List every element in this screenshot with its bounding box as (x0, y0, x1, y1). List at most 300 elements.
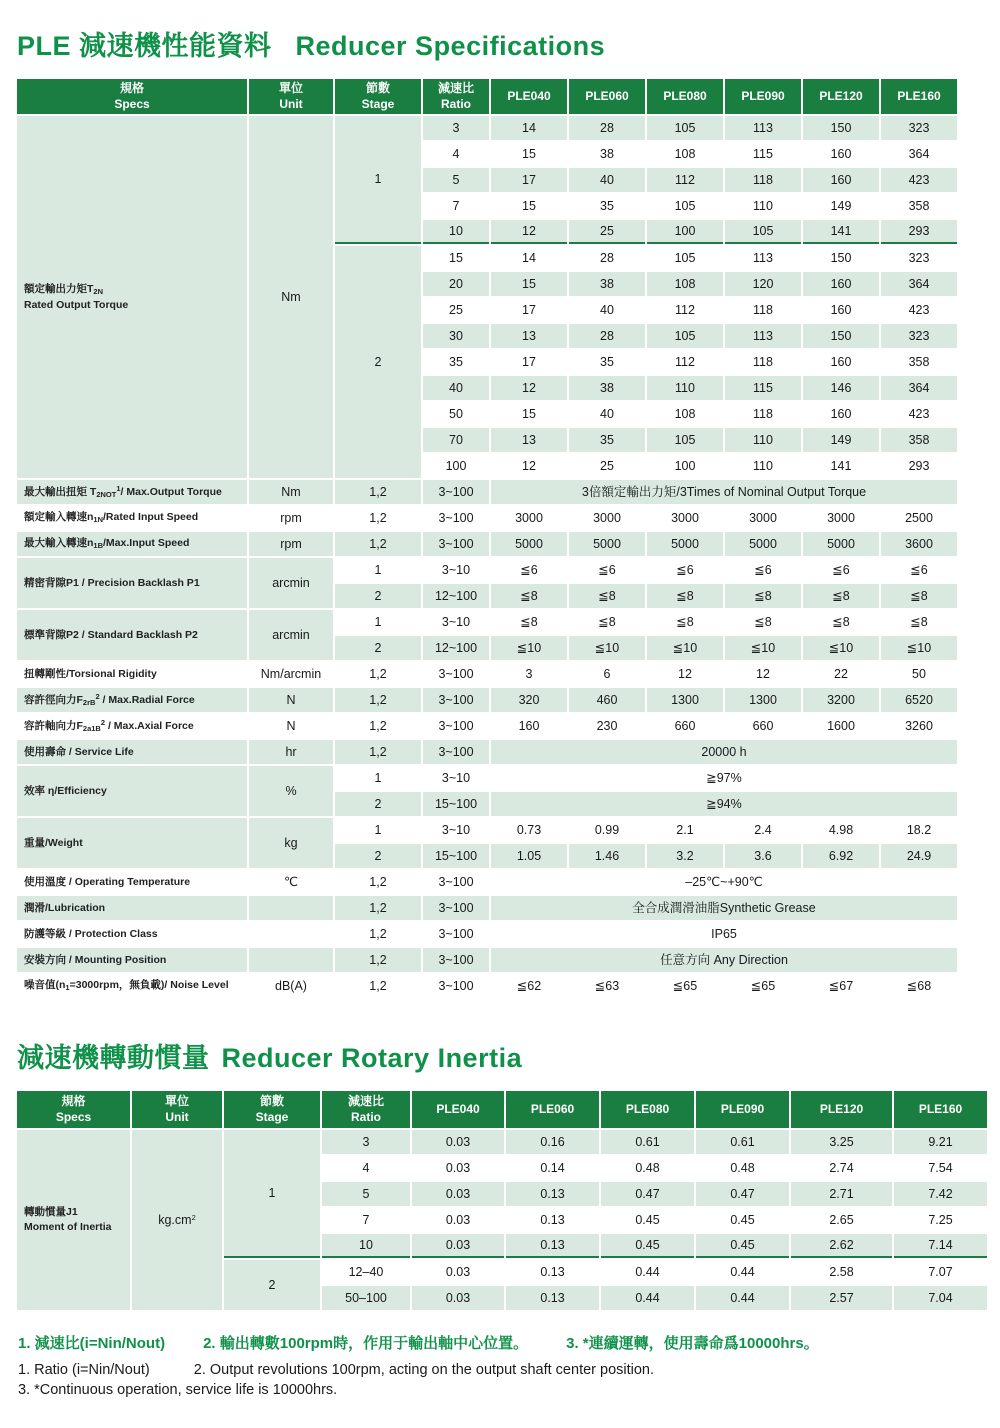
rotary-inertia-table (15, 1089, 989, 1312)
ratio: 3~100 (438, 511, 474, 525)
value-cell: ≦10 (881, 636, 957, 660)
value-cell: 28 (569, 324, 645, 348)
inertia-table-header (17, 1091, 987, 1128)
unit: rpm (280, 511, 302, 525)
value-cell: ≦10 (647, 636, 723, 660)
value-cell: 0.48 (730, 1161, 755, 1175)
value-cell: 460 (569, 688, 645, 712)
value-cell: 0.14 (540, 1161, 565, 1175)
value-cell: 323 (908, 251, 930, 265)
value-cell: ≦8 (832, 615, 850, 629)
value-cell: ≦68 (906, 979, 932, 993)
value-cell: 108 (674, 407, 696, 421)
value-cell: 364 (908, 147, 930, 161)
table-row (17, 610, 957, 634)
value-cell: 14 (522, 251, 536, 265)
value-cell: 17 (522, 303, 536, 317)
unit: N (249, 688, 333, 712)
value-cell: 2.74 (829, 1161, 854, 1175)
value-cell: 0.47 (696, 1182, 789, 1206)
spec-label: 扭轉剛性/Torsional Rigidity (24, 667, 157, 680)
value-cell: 0.48 (635, 1161, 660, 1175)
ratio: 20 (423, 272, 489, 296)
value-cell: 22 (834, 667, 848, 681)
stage: 1,2 (335, 532, 421, 556)
column-header-unit: 單位 Unit (249, 79, 333, 114)
table-row (17, 532, 957, 556)
table-row (17, 974, 957, 998)
stage: 1 (374, 615, 382, 629)
value-cell: 1300 (725, 688, 801, 712)
unit: % (249, 766, 333, 816)
value-cell: 15 (522, 199, 536, 213)
value-cell: 12 (491, 376, 567, 400)
value-cell: 0.13 (506, 1234, 599, 1258)
ratio: 70 (423, 428, 489, 452)
value-cell: 0.45 (601, 1234, 694, 1258)
stage: 1,2 (335, 688, 421, 712)
value-cell: 113 (725, 324, 801, 348)
value-cell: 160 (803, 168, 879, 192)
ratio: 4 (362, 1161, 370, 1175)
value-cell: 0.03 (412, 1130, 504, 1154)
ratio: 3 (322, 1130, 410, 1154)
value-cell: ≦65 (750, 979, 776, 993)
value-cell: 任意方向 Any Direction (491, 948, 957, 972)
value-cell: 14 (491, 116, 567, 140)
stage: 1,2 (335, 896, 421, 920)
stage: 1 (224, 1130, 320, 1258)
stage: 2 (335, 844, 421, 868)
table-row (17, 1130, 987, 1154)
ratio: 50 (449, 407, 463, 421)
value-cell: 323 (881, 324, 957, 348)
value-cell: 0.03 (412, 1286, 504, 1310)
footnote-zh-1: 1. 減速比(i=Nin/Nout) (18, 1335, 166, 1353)
ratio: 12–40 (348, 1265, 384, 1279)
value-cell: 160 (830, 147, 852, 161)
unit: $kg.cm^2$ (132, 1130, 222, 1310)
stage: 1,2 (335, 740, 421, 764)
value-cell: 3000 (593, 511, 621, 525)
inertia-header-row (17, 1091, 987, 1128)
value-cell: 2.62 (791, 1234, 892, 1258)
stage: 1 (374, 563, 382, 577)
footnote-en-1: 1. Ratio (i=Nin/Nout) (18, 1362, 150, 1379)
value-cell: ≦8 (803, 584, 879, 608)
value-cell: 112 (675, 355, 695, 369)
value-cell: 35 (600, 199, 614, 213)
value-cell: 4.98 (828, 823, 854, 837)
value-cell: 5000 (803, 532, 879, 556)
ratio: 3~100 (423, 688, 489, 712)
value-cell: 0.13 (506, 1286, 599, 1310)
column-header-ratio: 減速比 Ratio (322, 1091, 410, 1128)
value-cell: 2.1 (676, 823, 694, 837)
value-cell: 358 (881, 428, 957, 452)
value-cell: 0.45 (635, 1213, 660, 1227)
spec-label: 防護等級 / Protection Class (24, 927, 158, 940)
value-cell: 0.45 (730, 1213, 755, 1227)
value-cell: 25 (569, 220, 645, 244)
value-cell: 12 (756, 667, 770, 681)
unit: hr (249, 740, 333, 764)
spec-label: 安裝方向 / Mounting Position (17, 948, 247, 972)
ratio: 10 (322, 1234, 410, 1258)
unit: Nm/arcmin (260, 667, 322, 681)
value-cell: 113 (753, 251, 773, 265)
value-cell: ≦8 (754, 615, 772, 629)
value-cell: 7.07 (928, 1265, 953, 1279)
value-cell: 141 (803, 220, 879, 244)
table-row (17, 116, 957, 140)
value-cell: 293 (908, 459, 930, 473)
footnote-en-3: 3. *Continuous operation, service life is 10000hrs. (18, 1382, 338, 1399)
value-cell: 7.25 (928, 1213, 953, 1227)
value-cell: 28 (600, 251, 614, 265)
value-cell: 0.03 (445, 1265, 471, 1279)
title-inertia-en: Reducer Rotary Inertia (221, 1043, 523, 1074)
ratio: 15 (449, 251, 463, 265)
inertia-table-body (17, 1130, 987, 1310)
value-cell: 1300 (647, 688, 723, 712)
value-cell: 1.05 (491, 844, 567, 868)
ratio: 12~100 (423, 584, 489, 608)
value-cell: 3.25 (791, 1130, 892, 1154)
value-cell: 0.13 (540, 1265, 565, 1279)
value-cell: 1.46 (569, 844, 645, 868)
value-cell: 660 (752, 719, 774, 733)
value-cell: 7.04 (894, 1286, 987, 1310)
column-header-ple120: PLE120 (791, 1091, 892, 1128)
unit: Nm (249, 480, 333, 504)
value-cell: 105 (725, 220, 801, 244)
ratio: 3~100 (423, 740, 489, 764)
column-header-specs: 規格 Specs (17, 79, 247, 114)
value-cell: 149 (830, 199, 852, 213)
spec-label: 效率 η/Efficiency (17, 766, 247, 816)
value-cell: 3000 (671, 511, 699, 525)
value-cell: 0.44 (635, 1265, 660, 1279)
value-cell: 112 (647, 168, 723, 192)
value-cell: 2.57 (791, 1286, 892, 1310)
value-cell: –25℃~+90℃ (685, 875, 763, 889)
value-cell: 7.14 (894, 1234, 987, 1258)
title-specs-zh: PLE 減速機性能資料 (17, 31, 272, 61)
ratio: 12~100 (423, 636, 489, 660)
value-cell: 364 (881, 272, 957, 296)
ratio: 3~100 (423, 948, 489, 972)
value-cell: 40 (600, 407, 614, 421)
value-cell: 17 (522, 355, 536, 369)
value-cell: 293 (881, 220, 957, 244)
ratio: 3~100 (438, 979, 474, 993)
value-cell: 3.2 (647, 844, 723, 868)
value-cell: 5000 (725, 532, 801, 556)
value-cell: 0.13 (540, 1213, 565, 1227)
ratio: 3~100 (438, 927, 474, 941)
spec-label: 最大輸入轉速$n_{1B}/Max.Input$ Speed (17, 532, 247, 556)
unit: rpm (249, 532, 333, 556)
column-header-ple160: PLE160 (894, 1091, 987, 1128)
value-cell: 0.13 (506, 1182, 599, 1206)
spec-label: 使用壽命 / Service Life (17, 740, 247, 764)
ratio: 3~100 (423, 480, 489, 504)
column-header-ple060: PLE060 (569, 79, 645, 114)
ratio: 3~10 (441, 771, 471, 785)
value-cell: 110 (647, 376, 723, 400)
value-cell: 118 (753, 355, 773, 369)
spec-label: 標準背隙P2 / Standard Backlash P2 (17, 610, 247, 660)
value-cell: 35 (569, 428, 645, 452)
ratio: 3~10 (441, 615, 471, 629)
value-cell: 115 (753, 147, 773, 161)
value-cell: 160 (830, 355, 852, 369)
column-header-ple040: PLE040 (491, 79, 567, 114)
stage: 1,2 (335, 948, 421, 972)
value-cell: 13 (491, 428, 567, 452)
value-cell: 105 (674, 199, 696, 213)
ratio: 50–100 (322, 1286, 410, 1310)
value-cell: 5000 (569, 532, 645, 556)
stage: 1 (374, 771, 382, 785)
ratio: 3~100 (423, 896, 489, 920)
value-cell: 105 (674, 251, 696, 265)
footnote-line-en-1 (18, 1362, 980, 1378)
column-header-ple080: PLE080 (601, 1091, 694, 1128)
ratio: 3~10 (441, 563, 471, 577)
spec-table-header (17, 79, 957, 114)
value-cell: 全合成潤滑油脂Synthetic Grease (491, 896, 957, 920)
value-cell: 6520 (881, 688, 957, 712)
column-header-ratio: 減速比 Ratio (423, 79, 489, 114)
value-cell: 3260 (905, 719, 933, 733)
ratio: 10 (423, 220, 489, 244)
table-row (17, 714, 957, 738)
value-cell: 20000 h (491, 740, 957, 764)
value-cell: 0.03 (445, 1161, 471, 1175)
value-cell: 9.21 (894, 1130, 987, 1154)
value-cell: 35 (600, 355, 614, 369)
value-cell: 118 (753, 303, 773, 317)
footnote-line-zh (18, 1332, 980, 1353)
column-header-ple060: PLE060 (506, 1091, 599, 1128)
value-cell: 0.61 (696, 1130, 789, 1154)
spec-header-row (17, 79, 957, 114)
table-row (17, 480, 957, 504)
value-cell: 40 (569, 168, 645, 192)
value-cell: ≦6 (520, 563, 538, 577)
value-cell: 105 (647, 116, 723, 140)
value-cell: 150 (830, 251, 852, 265)
spec-table-body (17, 116, 957, 998)
value-cell: 15 (522, 147, 536, 161)
value-cell: ≦8 (676, 615, 694, 629)
value-cell: 230 (596, 719, 618, 733)
value-cell: ≦10 (491, 636, 567, 660)
value-cell: 2.58 (829, 1265, 854, 1279)
value-cell: 141 (830, 459, 852, 473)
unit: N (286, 719, 296, 733)
unit: dB(A) (275, 979, 307, 993)
stage: 1,2 (335, 480, 421, 504)
value-cell: 0.73 (516, 823, 542, 837)
column-header-stage: 節數 Stage (224, 1091, 320, 1128)
unit: Nm (249, 116, 333, 478)
unit (249, 922, 333, 946)
ratio: 30 (423, 324, 489, 348)
stage: 1,2 (369, 719, 387, 733)
column-header-unit: 單位 Unit (132, 1091, 222, 1128)
value-cell: 25 (600, 459, 614, 473)
value-cell: 100 (674, 459, 696, 473)
value-cell: 7.42 (894, 1182, 987, 1206)
ratio: 40 (423, 376, 489, 400)
table-row (17, 870, 957, 894)
value-cell: 320 (491, 688, 567, 712)
value-cell: 423 (908, 407, 930, 421)
value-cell: 38 (600, 147, 614, 161)
value-cell: 160 (518, 719, 540, 733)
value-cell: 3000 (749, 511, 777, 525)
value-cell: ≦10 (803, 636, 879, 660)
value-cell: 0.99 (594, 823, 620, 837)
value-cell: ≦6 (910, 563, 928, 577)
value-cell: ≦8 (881, 584, 957, 608)
value-cell: 24.9 (881, 844, 957, 868)
value-cell: 38 (569, 376, 645, 400)
value-cell: 3倍額定輸出力矩/3Times of Nominal Output Torque (491, 480, 957, 504)
spec-label: 精密背隙P1 / Precision Backlash P1 (17, 558, 247, 608)
stage: 1 (374, 823, 382, 837)
ratio: 25 (449, 303, 463, 317)
value-cell: 110 (753, 459, 773, 473)
value-cell: ≦6 (598, 563, 616, 577)
spec-label: 噪音值($n_1=3000rpm$，無負載)/ Noise Level (24, 979, 229, 993)
value-cell: 50 (912, 667, 926, 681)
spec-label: 轉動慣量J1 Moment of Inertia (17, 1130, 130, 1310)
ratio: 7 (362, 1213, 370, 1227)
ratio: 3 (423, 116, 489, 140)
unit: ℃ (283, 875, 299, 889)
value-cell: 660 (674, 719, 696, 733)
table-row (17, 662, 957, 686)
footnote-zh-2: 2. 輸出轉數100rpm時，作用于輸出軸中心位置。 (203, 1335, 529, 1353)
value-cell: 0.47 (601, 1182, 694, 1206)
ratio: 3~100 (438, 719, 474, 733)
page-title-rotary-inertia (17, 1036, 980, 1075)
table-row (17, 688, 957, 712)
value-cell: 7.54 (928, 1161, 953, 1175)
value-cell: ≦62 (516, 979, 542, 993)
stage: 1,2 (369, 979, 387, 993)
spec-label: 最大輸出扭矩 $T_{2NOT}^1/$ Max.Output Torque (17, 480, 247, 504)
value-cell: 0.03 (445, 1213, 471, 1227)
value-cell: ≦8 (520, 615, 538, 629)
value-cell: ≦10 (725, 636, 801, 660)
ratio: 100 (445, 459, 467, 473)
value-cell: 108 (674, 147, 696, 161)
value-cell: 323 (881, 116, 957, 140)
value-cell: 40 (600, 303, 614, 317)
value-cell: 105 (647, 324, 723, 348)
value-cell: 0.16 (506, 1130, 599, 1154)
value-cell: 108 (647, 272, 723, 296)
value-cell: 423 (881, 168, 957, 192)
unit: kg (249, 818, 333, 868)
value-cell: 3000 (827, 511, 855, 525)
value-cell: 160 (830, 303, 852, 317)
spec-label: 重量/Weight (17, 818, 247, 868)
stage: 2 (335, 792, 421, 816)
ratio: 3~10 (441, 823, 471, 837)
value-cell: 120 (725, 272, 801, 296)
footnote-zh-3: 3. *連續運轉，使用壽命爲10000hrs。 (566, 1335, 819, 1353)
column-header-ple090: PLE090 (696, 1091, 789, 1128)
value-cell: 5000 (647, 532, 723, 556)
value-cell: ≧97% (706, 771, 742, 785)
value-cell: ≦63 (594, 979, 620, 993)
value-cell: 358 (908, 355, 930, 369)
reducer-specifications-table (15, 77, 959, 1000)
value-cell: 17 (491, 168, 567, 192)
value-cell: 12 (522, 459, 536, 473)
value-cell: 28 (569, 116, 645, 140)
value-cell: ≦6 (676, 563, 694, 577)
value-cell: 6.92 (803, 844, 879, 868)
column-header-stage: 節數 Stage (335, 79, 421, 114)
value-cell: 115 (725, 376, 801, 400)
value-cell: ≦8 (598, 615, 616, 629)
ratio: 3~100 (423, 532, 489, 556)
value-cell: ≧94% (491, 792, 957, 816)
column-header-ple160: PLE160 (881, 79, 957, 114)
column-header-ple090: PLE090 (725, 79, 801, 114)
value-cell: 146 (803, 376, 879, 400)
value-cell: ≦65 (672, 979, 698, 993)
stage: 2 (335, 584, 421, 608)
value-cell: 150 (803, 324, 879, 348)
column-header-specs: 規格 Specs (17, 1091, 130, 1128)
stage: 2 (335, 636, 421, 660)
value-cell: 3 (525, 667, 533, 681)
value-cell: 112 (675, 303, 695, 317)
value-cell: 110 (753, 199, 773, 213)
ratio: 15~100 (423, 792, 489, 816)
footnote-en-2: 2. Output revolutions 100rpm, acting on the output shaft center position. (193, 1362, 655, 1379)
stage: 1,2 (369, 511, 387, 525)
value-cell: 113 (725, 116, 801, 140)
column-header-ple040: PLE040 (412, 1091, 504, 1128)
stage: 1,2 (369, 875, 387, 889)
value-cell: ≦8 (725, 584, 801, 608)
ratio: 15~100 (423, 844, 489, 868)
value-cell: 0.45 (696, 1234, 789, 1258)
value-cell: 364 (881, 376, 957, 400)
footnote-line-en-2 (18, 1382, 980, 1398)
ratio: 7 (452, 199, 460, 213)
table-row (17, 740, 957, 764)
table-row (17, 948, 957, 972)
value-cell: 423 (908, 303, 930, 317)
unit: arcmin (249, 610, 333, 660)
value-cell: ≦8 (910, 615, 928, 629)
unit: arcmin (249, 558, 333, 608)
value-cell: 0.44 (696, 1286, 789, 1310)
value-cell: 2.65 (829, 1213, 854, 1227)
value-cell: 0.61 (601, 1130, 694, 1154)
table-row (17, 818, 957, 842)
